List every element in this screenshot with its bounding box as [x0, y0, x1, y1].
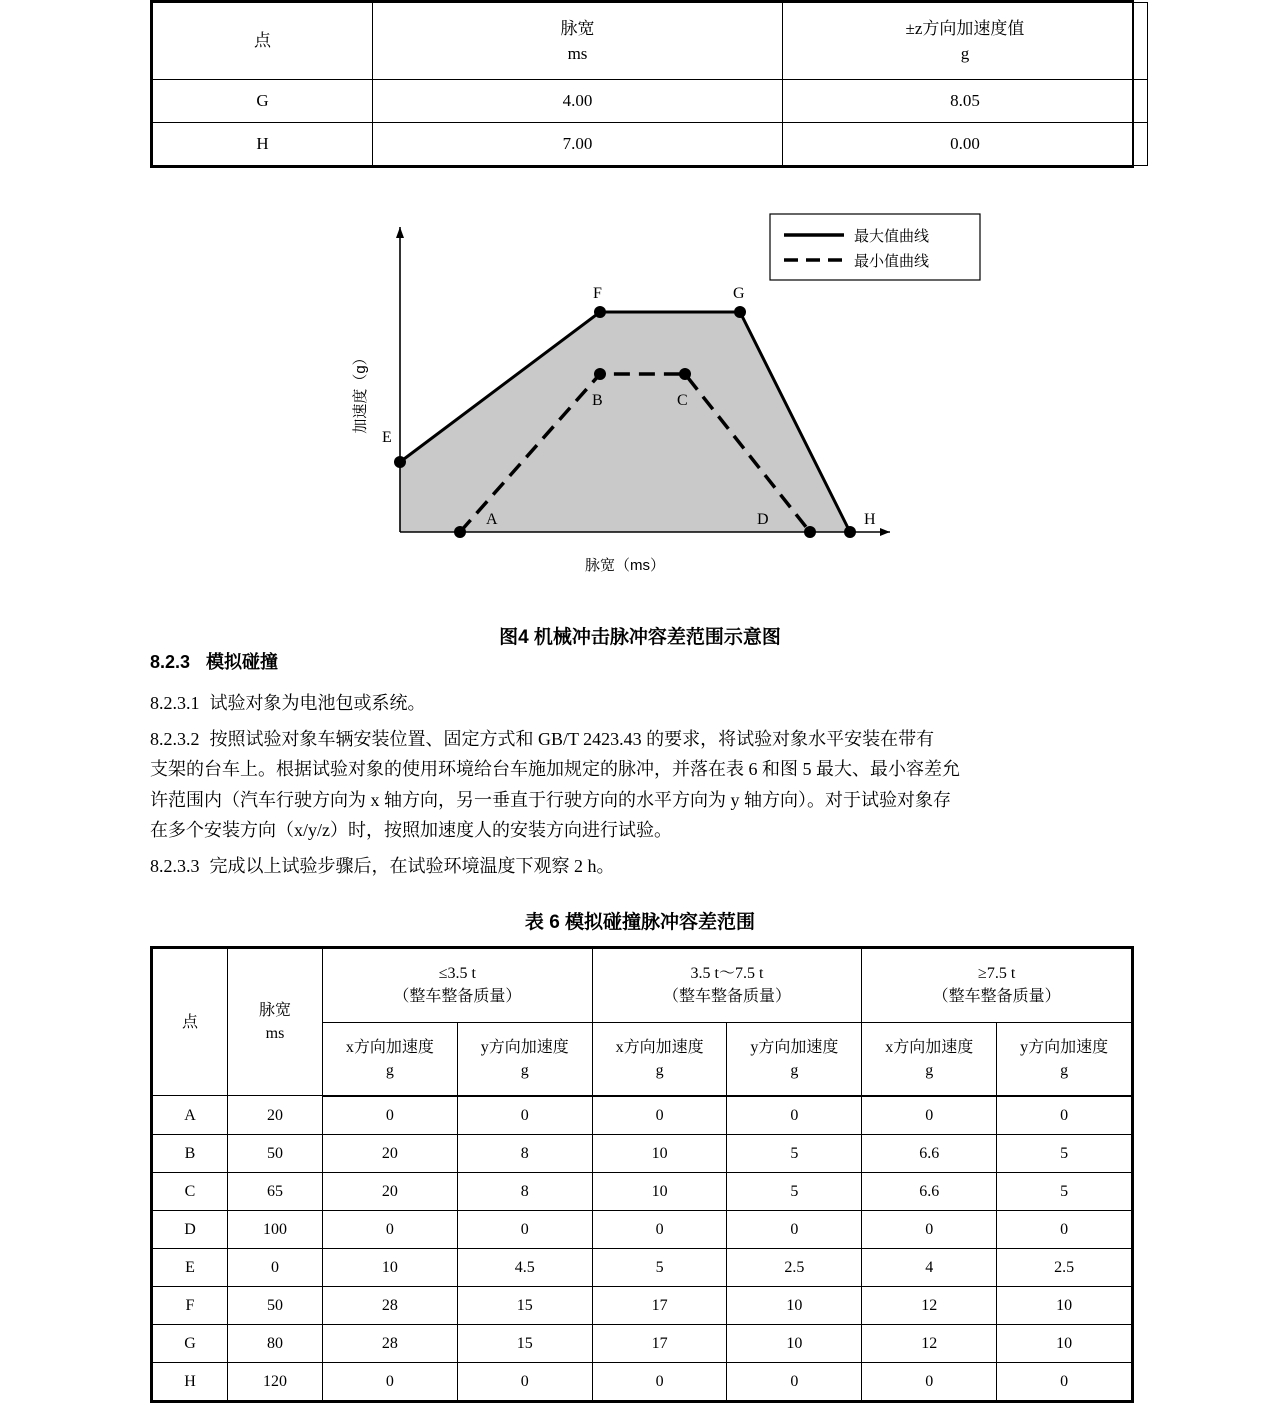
table-row — [153, 1324, 1132, 1362]
cell-value: 28 — [323, 1286, 458, 1324]
cell-point: C — [153, 1172, 228, 1210]
header-z-acceleration: ±z方向加速度值 g — [783, 3, 1148, 80]
figure-4 — [150, 202, 1130, 648]
header-pulse-width: 脉宽 ms — [228, 949, 323, 1096]
cell-value: 0 — [592, 1362, 727, 1400]
cell-ms: 80 — [228, 1324, 323, 1362]
cell-value: 15 — [457, 1324, 592, 1362]
label-F: F — [593, 285, 602, 302]
table-row — [153, 1172, 1132, 1210]
point-H — [844, 526, 856, 538]
cell-value: 2.5 — [997, 1248, 1132, 1286]
table-row — [153, 1248, 1132, 1286]
cell-value: 10 — [727, 1324, 862, 1362]
y-axis-label: 加速度（g） — [352, 350, 369, 434]
paragraph-8-2-3-1 — [150, 688, 1130, 718]
cell-value: 10 — [323, 1248, 458, 1286]
pulse-tolerance-table-top — [150, 0, 1134, 168]
label-A: A — [486, 511, 498, 528]
header-group-le35t: ≤3.5 t （整车整备质量） — [323, 949, 593, 1022]
cell-value: 5 — [727, 1134, 862, 1172]
paragraph-line-2: 支架的台车上。根据试验对象的使用环境给台车施加规定的脉冲，并落在表 6 和图 5 最大、最小容差允 — [150, 759, 960, 780]
cell-point: G — [153, 80, 373, 123]
cell-point: H — [153, 1362, 228, 1400]
cell-value: 17 — [592, 1324, 727, 1362]
cell-value: 0 — [862, 1362, 997, 1400]
x-axis-arrow — [880, 528, 890, 536]
section-heading-8-2-3 — [150, 648, 1130, 674]
cell-value: 15 — [457, 1286, 592, 1324]
cell-value: 5 — [592, 1248, 727, 1286]
point-B — [594, 368, 606, 380]
legend-label-min: 最小值曲线 — [854, 253, 930, 270]
paragraph-8-2-3-3 — [150, 851, 1130, 881]
paragraph-line-3: 许范围内（汽车行驶方向为 x 轴方向，另一垂直于行驶方向的水平方向为 y 轴方向）。对于试验对象存 — [150, 789, 951, 810]
cell-ms: 50 — [228, 1134, 323, 1172]
header-sub-2: y方向加速度 g — [457, 1022, 592, 1096]
cell-value: 20 — [323, 1134, 458, 1172]
table6 — [150, 946, 1134, 1403]
cell-value: 0 — [323, 1210, 458, 1248]
point-D — [804, 526, 816, 538]
header-sub-3: x方向加速度 g — [592, 1022, 727, 1096]
cell-value: 0 — [997, 1096, 1132, 1135]
cell-value: 6.6 — [862, 1134, 997, 1172]
cell-value: 0 — [592, 1210, 727, 1248]
cell-value: 10 — [727, 1286, 862, 1324]
cell-point: B — [153, 1134, 228, 1172]
paragraph-label: 8.2.3.2 — [150, 729, 200, 750]
paragraph-line-1: 按照试验对象车辆安装位置、固定方式和 GB/T 2423.43 的要求，将试验对象水平安装在带有 — [209, 729, 935, 750]
cell-ms: 100 — [228, 1210, 323, 1248]
cell-point: D — [153, 1210, 228, 1248]
cell-value: 12 — [862, 1324, 997, 1362]
cell-value: 0 — [323, 1096, 458, 1135]
cell-value: 0 — [323, 1362, 458, 1400]
cell-value: 10 — [997, 1286, 1132, 1324]
point-E — [394, 456, 406, 468]
cell-value: 2.5 — [727, 1248, 862, 1286]
cell-value: 0 — [997, 1210, 1132, 1248]
point-A — [454, 526, 466, 538]
table-row — [153, 80, 1148, 123]
header-sub-4: y方向加速度 g — [727, 1022, 862, 1096]
cell-value: 10 — [592, 1134, 727, 1172]
cell-value: 0 — [997, 1362, 1132, 1400]
section-number: 8.2.3 — [150, 652, 191, 672]
table-row — [153, 123, 1148, 166]
cell-ms: 0 — [228, 1248, 323, 1286]
table6-caption: 表 6 模拟碰撞脉冲容差范围 — [524, 912, 756, 934]
table-row — [153, 1134, 1132, 1172]
paragraph-text: 试验对象为电池包或系统。 — [209, 693, 426, 713]
cell-value: 28 — [323, 1324, 458, 1362]
cell-value: 0 — [592, 1096, 727, 1135]
cell-value: 0 — [457, 1362, 592, 1400]
header-point: 点 — [153, 3, 373, 80]
section-title: 模拟碰撞 — [206, 652, 279, 672]
cell-ms: 120 — [228, 1362, 323, 1400]
shock-pulse-tolerance-diagram — [150, 202, 1130, 602]
paragraph-line-4: 在多个安装方向（x/y/z）时，按照加速度人的安装方向进行试验。 — [150, 819, 672, 840]
table-row — [153, 1210, 1132, 1248]
header-sub-5: x方向加速度 g — [862, 1022, 997, 1096]
cell-value: 4 — [862, 1248, 997, 1286]
cell-value: 0 — [862, 1210, 997, 1248]
label-G: G — [733, 285, 745, 302]
paragraph-8-2-3-2 — [150, 724, 1130, 845]
header-group-35to75t: 3.5 t～7.5 t （整车整备质量） — [592, 949, 862, 1022]
point-C — [679, 368, 691, 380]
cell-point: G — [153, 1324, 228, 1362]
cell-point: A — [153, 1096, 228, 1135]
cell-value: 6.6 — [862, 1172, 997, 1210]
cell-point: E — [153, 1248, 228, 1286]
cell-value: 0 — [457, 1210, 592, 1248]
table-row — [153, 1362, 1132, 1400]
paragraph-text: 完成以上试验步骤后，在试验环境温度下观察 2 h。 — [209, 856, 615, 877]
legend-label-max: 最大值曲线 — [854, 228, 930, 245]
cell-ms: 7.00 — [373, 123, 783, 166]
cell-ms: 4.00 — [373, 80, 783, 123]
header-point: 点 — [153, 949, 228, 1096]
table-header-row — [153, 3, 1148, 80]
header-sub-6: y方向加速度 g — [997, 1022, 1132, 1096]
cell-ms: 65 — [228, 1172, 323, 1210]
legend-box — [770, 214, 980, 280]
cell-value: 12 — [862, 1286, 997, 1324]
cell-value: 0 — [727, 1362, 862, 1400]
label-H: H — [864, 511, 876, 528]
cell-value: 5 — [727, 1172, 862, 1210]
header-sub-1: x方向加速度 g — [323, 1022, 458, 1096]
label-E: E — [382, 429, 392, 446]
cell-value: 8 — [457, 1134, 592, 1172]
x-axis-label: 脉宽（ms） — [585, 557, 665, 574]
cell-value: 0 — [862, 1096, 997, 1135]
table-row — [153, 1096, 1132, 1135]
cell-value: 0 — [457, 1096, 592, 1135]
y-axis-arrow — [396, 227, 404, 238]
table-row — [153, 1286, 1132, 1324]
table6-header-row-1 — [153, 949, 1132, 1022]
cell-point: F — [153, 1286, 228, 1324]
cell-value: 0 — [727, 1210, 862, 1248]
cell-value: 8 — [457, 1172, 592, 1210]
header-group-ge75t: ≥7.5 t （整车整备质量） — [862, 949, 1132, 1022]
figure-caption: 图4 机械冲击脉冲容差范围示意图 — [499, 627, 781, 648]
cell-ms: 50 — [228, 1286, 323, 1324]
cell-value: 4.5 — [457, 1248, 592, 1286]
cell-value: 10 — [592, 1172, 727, 1210]
cell-point: H — [153, 123, 373, 166]
cell-value: 17 — [592, 1286, 727, 1324]
cell-value: 5 — [997, 1134, 1132, 1172]
paragraph-label: 8.2.3.1 — [150, 693, 200, 713]
label-C: C — [677, 392, 688, 409]
cell-g: 0.00 — [783, 123, 1148, 166]
cell-value: 20 — [323, 1172, 458, 1210]
point-G — [734, 306, 746, 318]
cell-value: 10 — [997, 1324, 1132, 1362]
cell-g: 8.05 — [783, 80, 1148, 123]
header-pulse-width: 脉宽 ms — [373, 3, 783, 80]
label-D: D — [757, 511, 769, 528]
label-B: B — [592, 392, 603, 409]
paragraph-label: 8.2.3.3 — [150, 856, 200, 877]
cell-ms: 20 — [228, 1096, 323, 1135]
point-F — [594, 306, 606, 318]
cell-value: 0 — [727, 1096, 862, 1135]
cell-value: 5 — [997, 1172, 1132, 1210]
